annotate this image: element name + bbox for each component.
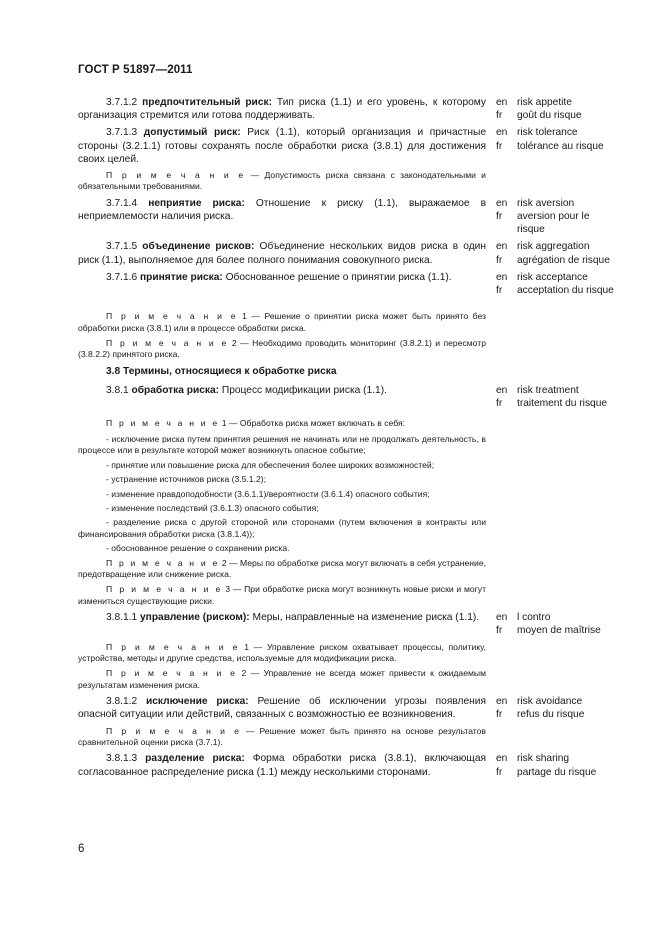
term-definition: 3.7.1.5 объединение рисков: Объединение нескольких видов риска в один риск (1.1), выполняемое для более полного понимания совокупного риска.: [78, 241, 486, 266]
term-entry: [78, 611, 614, 637]
note: П р и м е ч а н и е 3 — При обработке риска могут возникнуть новые риски и могут измениться существующие риски.: [78, 584, 487, 606]
term-definition: 3.7.1.3 допустимый риск: Риск (1.1), который организация и причастные стороны (3.2.1.1) готовы сохранять после обработки риска (3.8.1) для достижения своих целей.: [78, 127, 486, 165]
term-entry: [78, 384, 614, 410]
section-heading: 3.8 Термины, относящиеся к обработке риска: [106, 365, 337, 377]
term-equivalents: risk sharing partage du risque: [517, 753, 597, 778]
note: П р и м е ч а н и е 1 — Решение о принятии риска может быть принято без обработки риска (3.8.1) или в процессе обработки риска.: [78, 311, 486, 333]
note: П р и м е ч а н и е 2 — Управление не всегда может привести к ожидаемым результатам изменения риска.: [78, 668, 486, 690]
term-entry: [78, 126, 614, 166]
term-definition: 3.8.1.3 разделение риска: Форма обработки риска (3.8.1), включающая согласованное распределение риска (1.1) между несколькими сторонами.: [78, 753, 486, 778]
lang-codes: en fr: [496, 385, 508, 410]
term-name: управление (риском):: [140, 612, 250, 624]
term-name: принятие риска:: [140, 271, 223, 283]
term-name: объединение рисков:: [142, 241, 255, 253]
lang-codes: en fr: [496, 753, 508, 778]
lang-codes: en fr: [496, 241, 508, 266]
term-definition: 3.7.1.2 предпочтительный риск: Тип риска (1.1) и его уровень, к которому организация стремится или готова поддерживать.: [78, 97, 486, 122]
term-name: исключение риска:: [145, 696, 249, 708]
lang-codes: en fr: [496, 127, 508, 152]
list-item: - разделение риска с другой стороной или сторонами (путем включения в контракты или финансирования обработки риска (3.8.1.4));: [78, 517, 486, 539]
list-item: - принятие или повышение риска для обеспечения более широких возможностей;: [106, 459, 435, 470]
term-entry: [78, 271, 614, 297]
term-equivalents: risk aggregation agrégation de risque: [517, 241, 610, 266]
list-item: - изменение правдоподобности (3.6.1.1)/вероятности (3.6.1.4) опасного события;: [106, 488, 430, 499]
term-name: предпочтительный риск:: [142, 97, 272, 108]
note: П р и м е ч а н и е 1 — Управление риском охватывает процессы, политику, устройства, методы и другие средства, используемые для модификации риска.: [78, 641, 486, 663]
term-equivalents: risk treatment traitement du risque: [517, 385, 608, 410]
term-entry: [78, 695, 614, 721]
list-item: - исключение риска путем принятия решения не начинать или не продолжать деятельность, в процессе или в результате которой может возникнуть опасное событие;: [78, 433, 486, 456]
term-equivalents: risk acceptance acceptation du risque: [517, 271, 614, 297]
term-name: обработка риска:: [131, 385, 220, 397]
note: П р и м е ч а н и е — Решение может быть принято на основе результатов сравнительной оценки риска (3.7.1).: [78, 725, 486, 748]
note: П р и м е ч а н и е 1 — Обработка риска может включать в себя:: [106, 418, 406, 429]
term-equivalents: risk avoidance refus du risque: [517, 696, 585, 721]
document-header: ГОСТ Р 51897—2011: [78, 64, 193, 76]
term-entry: [78, 240, 614, 266]
lang-codes: en fr: [496, 97, 508, 122]
term-definition: 3.8.1 обработка риска: Процесс модификации риска (1.1).: [106, 385, 387, 397]
list-item: - обоснованное решение о сохранении риска.: [106, 543, 290, 554]
lang-codes: en fr: [496, 696, 508, 721]
lang-codes: en fr: [496, 271, 508, 297]
note: П р и м е ч а н и е 2 — Меры по обработке риска могут включать в себя устранение, предотвращение или снижение риска.: [78, 557, 486, 579]
term-equivalents: risk aversion aversion pour le risque: [517, 197, 590, 236]
note: П р и м е ч а н и е — Допустимость риска связана с законодательными и обязательными требованиями.: [78, 170, 486, 192]
term-equivalents: l contro moyen de maîtrise: [517, 612, 601, 637]
term-name: неприятие риска:: [148, 197, 245, 209]
note: П р и м е ч а н и е 2 — Необходимо проводить мониторинг (3.8.2.1) и пересмотр (3.8.2.2) принятого риска.: [78, 338, 486, 360]
lang-codes: en fr: [496, 197, 508, 223]
list-item: - устранение источников риска (3.5.1.2);: [106, 474, 267, 485]
term-definition: 3.7.1.4 неприятие риска: Отношение к риску (1.1), выражаемое в неприемлемости наличия риска.: [78, 197, 486, 223]
term-entry: [78, 197, 614, 237]
term-definition: 3.8.1.2 исключение риска: Решение об исключении угрозы появления опасной ситуации или действий, связанных с возможностью ее возникновения.: [78, 696, 486, 721]
terms-content: [78, 96, 614, 783]
term-equivalents: risk appetite goût du risque: [517, 97, 582, 122]
term-definition: 3.8.1.1 управление (риском): Меры, направленные на изменение риска (1.1).: [106, 612, 480, 624]
term-name: разделение риска:: [145, 753, 245, 765]
term-name: допустимый риск:: [143, 127, 241, 139]
term-entry: [78, 752, 614, 778]
term-entry: [78, 96, 614, 122]
page-number: 6: [78, 843, 85, 855]
term-equivalents: risk tolerance tolérance au risque: [517, 127, 604, 152]
list-item: - изменение последствий (3.6.1.3) опасного события;: [106, 502, 319, 513]
lang-codes: en fr: [496, 612, 508, 637]
term-definition: 3.7.1.6 принятие риска: Обоснованное решение о принятии риска (1.1).: [106, 271, 452, 283]
